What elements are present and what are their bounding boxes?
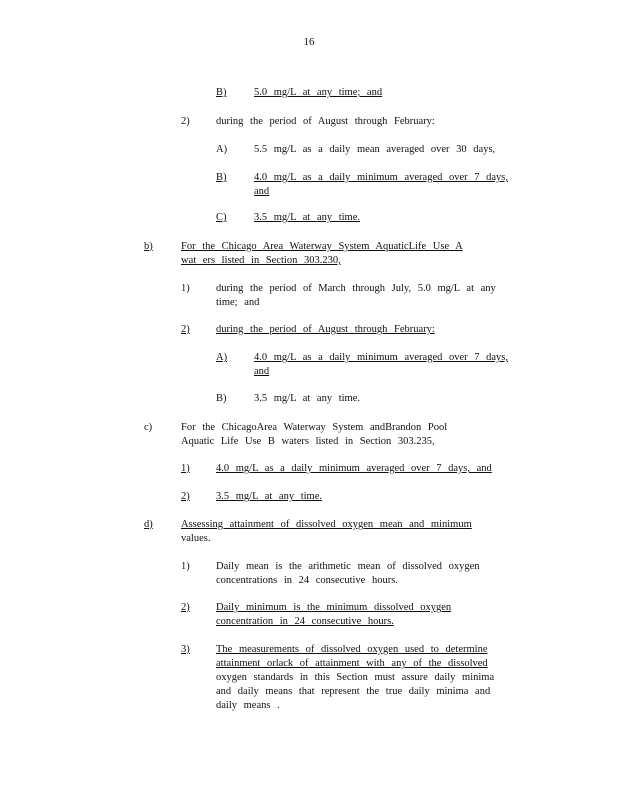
item-label: B) [216, 393, 227, 404]
item-text: during the period of August through February: [216, 116, 435, 127]
item-text: 5.0 mg/L at any time; and [254, 87, 383, 98]
item-label: b) [144, 241, 153, 252]
item-label: B) [216, 87, 227, 98]
item-text: The measurements of dissolved oxygen used to determine attainment orlack of attainment with any of the dissolved oxygen standards in this Section must assure daily minima and daily means that represent the true daily minima and daily means . [216, 644, 495, 711]
item-text: 4.0 mg/L as a daily minimum averaged over 7 days, and [254, 352, 509, 377]
item-text: during the period of March through July, 5.0 mg/L at any time; and [216, 283, 496, 308]
item-text: Daily minimum is the minimum dissolved oxygen concentration in 24 consecutive hours. [216, 602, 452, 627]
item-label: d) [144, 519, 153, 530]
item-text: 3.5 mg/L at any time. [254, 212, 361, 223]
item-text: Daily mean is the arithmetic mean of dissolved oxygen concentrations in 24 consecutive hours. [216, 561, 480, 586]
item-label: B) [216, 172, 227, 183]
item-text: 5.5 mg/L as a daily mean averaged over 30 days, [254, 144, 496, 155]
item-label: 2) [181, 116, 190, 127]
item-text: 3.5 mg/L at any time. [254, 393, 361, 404]
item-text: Assessing attainment of dissolved oxygen mean and minimum values. [181, 519, 472, 544]
item-label: C) [216, 212, 227, 223]
item-text: during the period of August through February: [216, 324, 435, 335]
item-text: 4.0 mg/L as a daily minimum averaged over 7 days, and [254, 172, 509, 197]
item-label: c) [144, 422, 153, 433]
item-label: A) [216, 352, 228, 363]
item-label: 1) [181, 561, 190, 572]
item-text: For the ChicagoArea Waterway System andBrandon Pool Aquatic Life Use B waters listed in Section 303.235, [181, 422, 448, 447]
item-label: 1) [181, 283, 190, 294]
item-label: 3) [181, 644, 190, 655]
item-label: 2) [181, 324, 190, 335]
item-label: 1) [181, 463, 190, 474]
item-text: For the Chicago Area Waterway System AquaticLife Use A wat ers listed in Section 303.230, [181, 241, 463, 266]
item-label: A) [216, 144, 228, 155]
item-label: 2) [181, 491, 190, 502]
item-text: 3.5 mg/L at any time. [216, 491, 323, 502]
item-text: 4.0 mg/L as a daily minimum averaged over 7 days, and [216, 463, 492, 474]
page-number: 16 [303, 36, 315, 48]
item-label: 2) [181, 602, 190, 613]
